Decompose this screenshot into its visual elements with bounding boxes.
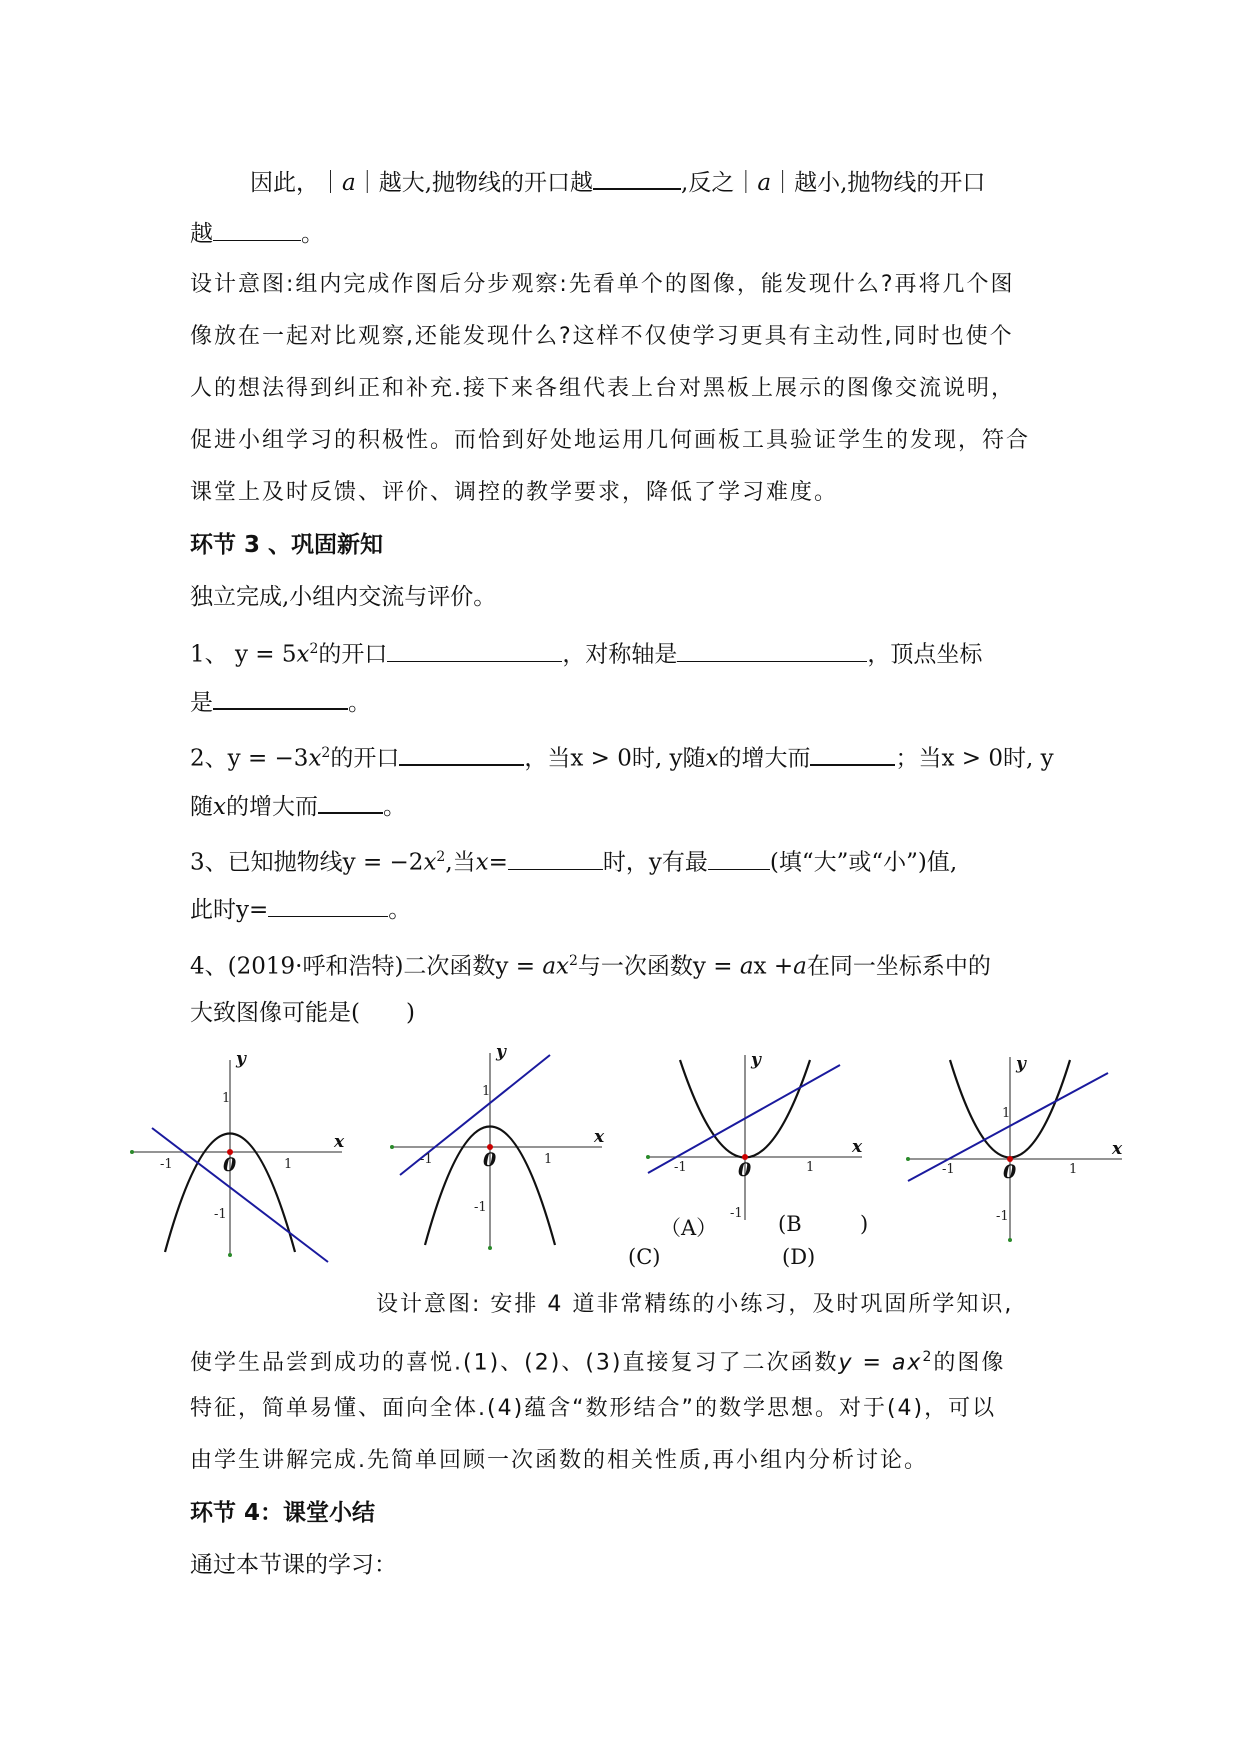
option-b-label-close: ) [860, 1212, 869, 1236]
text: ，当x > 0时, y随 [524, 745, 706, 772]
section-4-text: 通过本节课的学习： [190, 1552, 397, 1578]
tick-label: -1 [730, 1206, 743, 1221]
text: 。 [348, 690, 371, 716]
option-a-label: （A） [660, 1216, 718, 1240]
tick-label: 1 [284, 1157, 293, 1172]
text: 与一次函数y = [577, 953, 740, 980]
axis-end-dot [646, 1155, 650, 1159]
blank[interactable] [318, 790, 383, 814]
intro-line-1 [250, 166, 985, 198]
x-label: x [852, 1137, 863, 1157]
text: 4、(2019·呼和浩特)二次函数y = [190, 953, 543, 980]
tick-label: -1 [674, 1160, 687, 1175]
option-c-graph[interactable] [640, 1045, 870, 1225]
text: ，顶点坐标 [867, 641, 983, 668]
section-4-heading: 环节 4：课堂小结 [190, 1500, 376, 1526]
origin-label: 0 [483, 1149, 497, 1171]
text: ,反之｜ [681, 170, 758, 196]
axis-end-dot [130, 1150, 134, 1154]
text: 3、已知抛物线y = −2 [190, 849, 424, 876]
blank[interactable] [593, 166, 681, 190]
question-3-line-2 [190, 894, 411, 925]
origin-label: 0 [738, 1159, 752, 1181]
axis-end-dot [1008, 1238, 1012, 1242]
question-4-line-2: 大致图像可能是( ) [190, 1000, 415, 1026]
text: 的图像 [933, 1350, 1006, 1376]
tick-label: -1 [474, 1200, 487, 1215]
question-2-line-2 [190, 790, 406, 822]
tick-label: -1 [420, 1152, 433, 1167]
x-label: x [1112, 1139, 1123, 1159]
tick-label: -1 [214, 1207, 227, 1222]
text: 的增大而 [718, 745, 811, 772]
section-3-heading: 环节 3 、巩固新知 [190, 532, 384, 558]
x-var: x [308, 745, 322, 772]
text: ，对称轴是 [562, 641, 678, 668]
y-label: y [496, 1042, 506, 1062]
x-label: x [334, 1132, 345, 1152]
x-var: x [475, 849, 489, 876]
design-intent-1-line: 人的想法得到纠正和补充.接下来各组代表上台对黑板上展示的图像交流说明， [190, 376, 1015, 401]
option-c-label: (C) [628, 1245, 661, 1269]
axis-end-dot [390, 1145, 394, 1149]
question-3 [190, 842, 957, 878]
tick-label: -1 [942, 1162, 955, 1177]
a-var: a [757, 170, 772, 196]
text: 1、 y = 5 [190, 641, 297, 668]
text: 的开口 [318, 641, 388, 668]
text: 的开口 [330, 745, 400, 772]
design-intent-2-line: 由学生讲解完成.先简单回顾一次函数的相关性质,再小组内分析讨论。 [190, 1448, 928, 1473]
text: 在同一坐标系中的 [806, 953, 991, 980]
y-label: y [751, 1050, 761, 1070]
question-1-line-2 [190, 686, 371, 718]
text: ｜越大,抛物线的开口越 [355, 170, 594, 196]
linear-function [152, 1128, 328, 1262]
text: 越 [190, 221, 213, 247]
design-intent-2-line [190, 1342, 1005, 1378]
x-label: x [594, 1127, 605, 1147]
section-3-instruction: 独立完成,小组内交流与评价。 [190, 584, 497, 610]
option-a-graph[interactable] [120, 1040, 350, 1265]
blank[interactable] [213, 686, 348, 710]
ax-var: ax [542, 953, 569, 980]
question-2 [190, 738, 1054, 774]
text: ,当 [445, 849, 476, 876]
a-var: a [793, 953, 807, 980]
tick-label: 1 [482, 1084, 491, 1099]
text: 因此，｜ [250, 170, 342, 196]
tick-label: 1 [544, 1152, 553, 1167]
exponent: 2 [922, 1349, 934, 1365]
exponent: 2 [436, 849, 446, 865]
y-label: y [236, 1049, 246, 1069]
axis-end-dot [488, 1246, 492, 1250]
x-var: x [213, 794, 226, 820]
text: 。 [388, 897, 412, 923]
x-var: x [705, 745, 719, 772]
tick-label: 1 [1069, 1162, 1078, 1177]
design-intent-1-line: 促进小组学习的积极性。而恰到好处地运用几何画板工具验证学生的发现，符合 [190, 428, 1031, 453]
design-intent-1-line: 设计意图:组内完成作图后分步观察:先看单个的图像，能发现什么?再将几个图 [190, 272, 1015, 297]
y-label: y [1016, 1054, 1026, 1074]
text: ｜越小,抛物线的开口 [771, 170, 986, 196]
text: x + [753, 953, 794, 980]
ax-var: ax [891, 1350, 923, 1376]
tick-label: -1 [160, 1157, 173, 1172]
design-intent-1-line: 像放在一起对比观察,还能发现什么?这样不仅使学习更具有主动性,同时也使个 [190, 324, 1014, 349]
blank[interactable] [508, 847, 603, 870]
option-b-label: (B [778, 1212, 802, 1236]
option-d-graph[interactable] [900, 1045, 1130, 1245]
text: 是 [190, 690, 213, 716]
text: 此时y= [190, 897, 269, 923]
question-4 [190, 946, 991, 982]
exponent: 2 [321, 745, 331, 761]
blank[interactable] [708, 847, 770, 870]
text: 随 [190, 794, 213, 820]
design-intent-1-line: 课堂上及时反馈、评价、调控的教学要求，降低了学习难度。 [190, 480, 839, 505]
origin-label: 0 [223, 1154, 237, 1176]
design-intent-2-line: 特征，简单易懂、面向全体.(4)蕴含“数形结合”的数学思想。对于(4)，可以 [190, 1396, 997, 1421]
text: 的增大而 [225, 794, 318, 820]
text: 。 [301, 221, 324, 247]
tick-label: 1 [806, 1160, 815, 1175]
intro-line-2 [190, 218, 324, 249]
tick-label: 1 [1002, 1106, 1011, 1121]
tick-label: -1 [996, 1209, 1009, 1224]
x-var: x [423, 849, 437, 876]
text: 。 [382, 794, 406, 820]
exponent: 2 [309, 641, 319, 657]
blank[interactable] [399, 742, 524, 766]
blank[interactable] [677, 639, 867, 662]
option-b-graph[interactable] [380, 1033, 610, 1258]
axis-end-dot [228, 1253, 232, 1257]
text: = [488, 849, 508, 876]
tick-label: 1 [222, 1091, 231, 1106]
text: 使学生品尝到成功的喜悦.(1)、(2)、(3)直接复习了二次函数 [190, 1350, 839, 1376]
design-intent-2-line: 设计意图: 安排 4 道非常精练的小练习，及时巩固所学知识, [376, 1292, 1014, 1317]
text: ；当x > 0时, y [895, 745, 1054, 772]
blank[interactable] [213, 218, 301, 241]
blank[interactable] [810, 742, 895, 766]
text: (填“大”或“小”)值, [769, 849, 958, 876]
blank[interactable] [268, 894, 388, 917]
exponent: 2 [569, 953, 578, 969]
axis-end-dot [906, 1157, 910, 1161]
y-eq: y = [838, 1350, 892, 1376]
text: 2、y = −3 [190, 745, 309, 772]
blank[interactable] [387, 639, 562, 662]
x-var: x [296, 641, 310, 668]
a-var: a [342, 170, 356, 196]
question-1 [190, 634, 982, 670]
text: 时，y有最 [602, 849, 708, 876]
option-d-label: (D) [782, 1245, 816, 1269]
origin-label: 0 [1003, 1161, 1017, 1183]
a-var: a [739, 953, 754, 980]
